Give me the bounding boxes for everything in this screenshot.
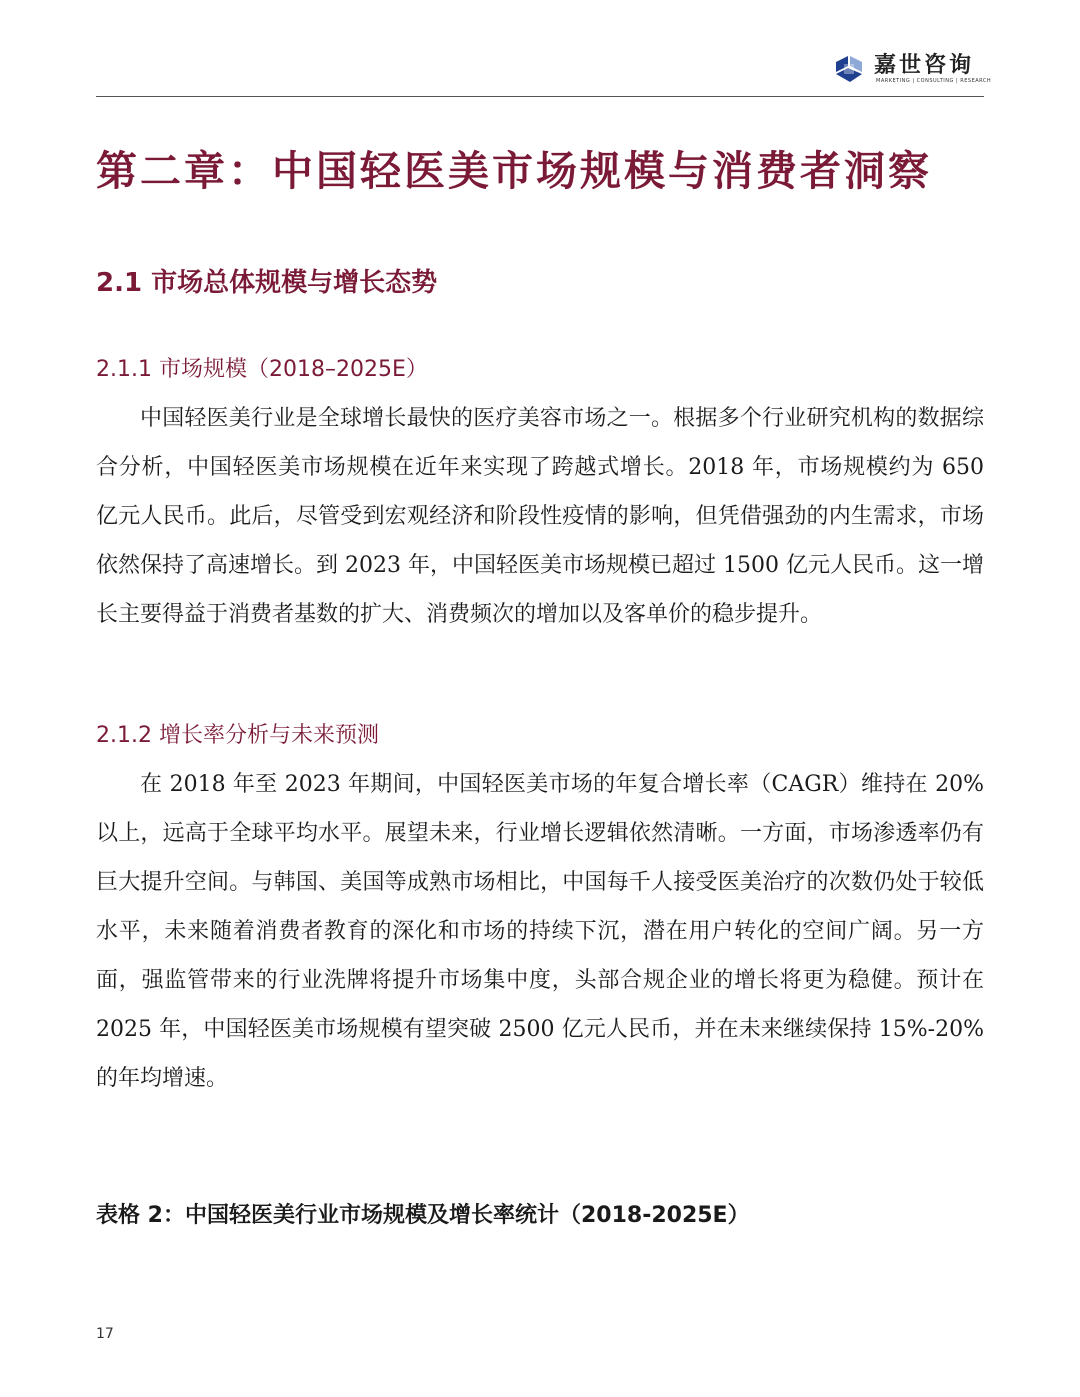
table-caption: 表格 2：中国轻医美行业市场规模及增长率统计（2018-2025E） <box>96 1203 750 1228</box>
page-header <box>96 40 992 97</box>
subsection-title-market-size: 2.1.1 市场规模（2018–2025E） <box>96 357 428 382</box>
chapter-title: 第二章：中国轻医美市场规模与消费者洞察 <box>96 147 932 195</box>
section-title: 2.1 市场总体规模与增长态势 <box>96 268 438 298</box>
company-logo <box>834 46 992 90</box>
logo-name: 嘉世咨询 <box>874 53 975 78</box>
logo-tagline: MARKETING | CONSULTING | RESEARCH <box>876 78 992 84</box>
page-number: 17 <box>96 1326 114 1342</box>
subsection-title-growth-forecast: 2.1.2 增长率分析与未来预测 <box>96 723 379 748</box>
paragraph-market-size: 中国轻医美行业是全球增长最快的医疗美容市场之一。根据多个行业研究机构的数据综合分析，中国轻医美市场规模在近年来实现了跨越式增长。2018 年，市场规模约为 650 亿元人民币。此后，尽管受到宏观经济和阶段性疫情的影响，但凭借强劲的内生需求，市场依然保持了高速增长。到 2023 年，中国轻医美市场规模已超过 1500 亿元人民币。这一增长主要得益于消费者基数的扩大、消费频次的增加以及客单价的稳步提升。 <box>96 406 984 627</box>
logo-mark-icon <box>834 54 864 84</box>
paragraph-growth-forecast: 在 2018 年至 2023 年期间，中国轻医美市场的年复合增长率（CAGR）维持在 20%以上，远高于全球平均水平。展望未来，行业增长逻辑依然清晰。一方面，市场渗透率仍有巨大提升空间。与韩国、美国等成熟市场相比，中国每千人接受医美治疗的次数仍处于较低水平，未来随着消费者教育的深化和市场的持续下沉，潜在用户转化的空间广阔。另一方面，强监管带来的行业洗牌将提升市场集中度，头部合规企业的增长将更为稳健。预计在 2025 年，中国轻医美市场规模有望突破 2500 亿元人民币，并在未来继续保持 15%-20%的年均增速。 <box>96 772 984 1091</box>
